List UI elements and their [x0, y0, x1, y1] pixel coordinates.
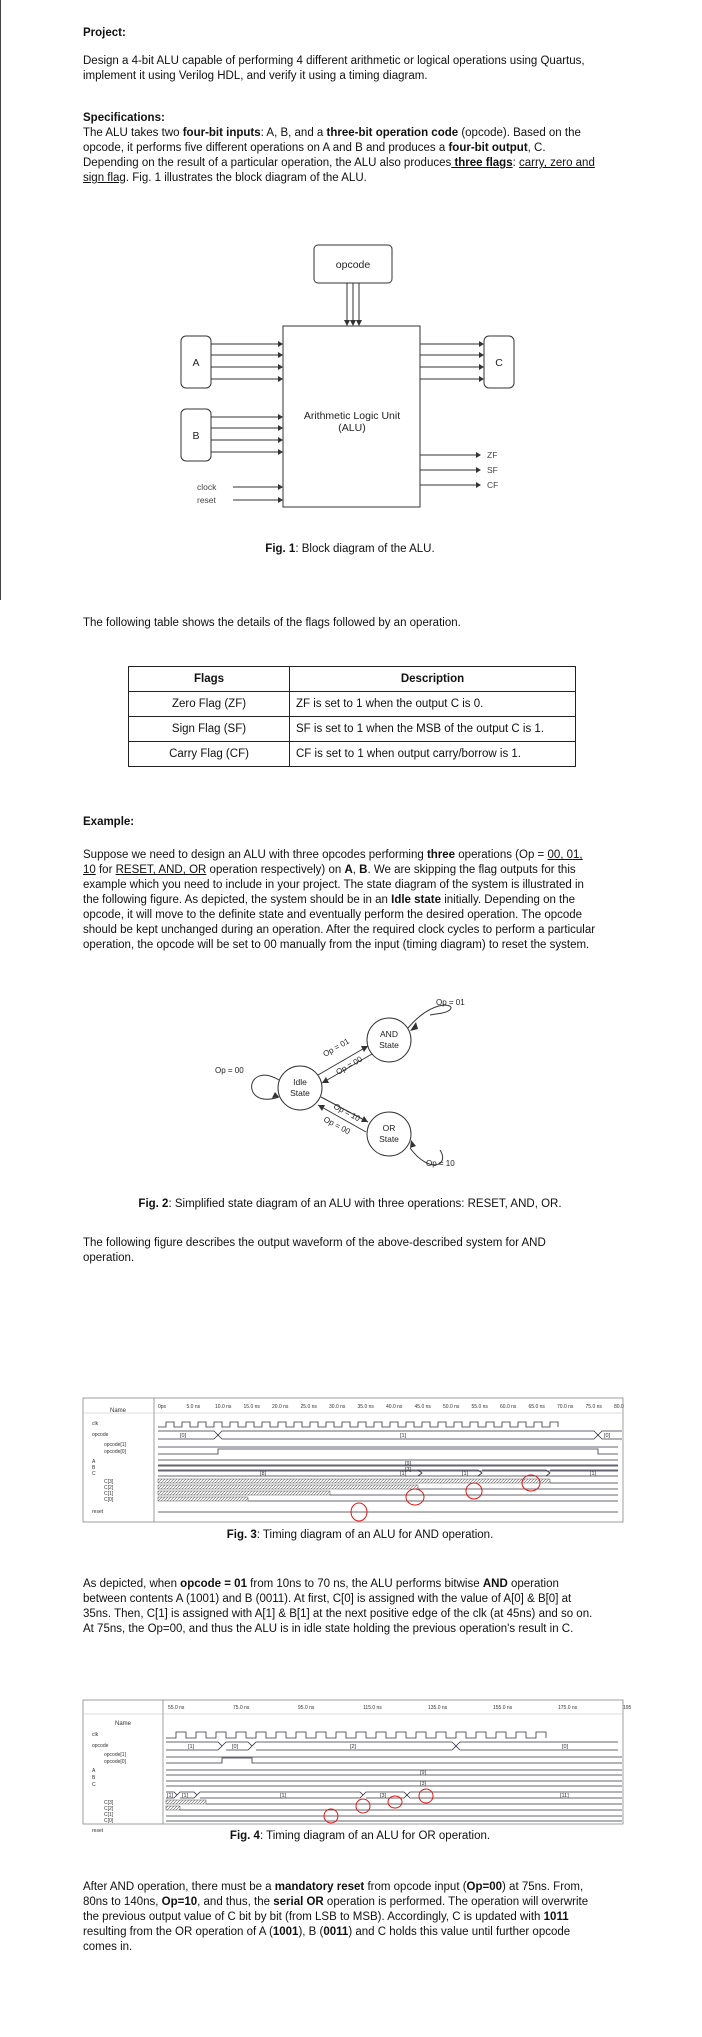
op01-self-label: Op = 01	[436, 998, 465, 1007]
example-text: Suppose we need to design an ALU with three opcodes performing three operations (Op = 00, 01, 10 for RESET, AND, OR operation respectively) on A, B. We are skipping the flag outputs for this example which you need to include in your project. The state diagram of the system is illustrated in the following figure. As depicted, the system should be in an Idle state initially. Depending on the opcode, it will move to the definite state and eventually perform the desired operation. The opcode should be kept unchanged during an operation. After the required clock cycles to perform a particular operation, the opcode will be set to 00 manually from the input (timing diagram) to reset the system.	[83, 849, 596, 951]
op00-arc1-label: Op = 00	[334, 1054, 364, 1077]
fig4-signal-name: B	[92, 1775, 96, 1781]
fig3-time-label: 35.0 ns	[357, 1404, 374, 1410]
fig3-name-header: Name	[109, 1408, 127, 1414]
fig3-signal-name: A	[92, 1459, 96, 1465]
fig3-signal-name: opcode[0]	[104, 1449, 126, 1455]
fig4-time-label: 115.0 ns	[363, 1705, 382, 1711]
specifications-heading: Specifications:	[83, 112, 165, 124]
op10-self-label: Op = 10	[426, 1159, 455, 1168]
or-state-label-2: State	[379, 1134, 399, 1144]
fig1-opcode-label: opcode	[335, 259, 371, 271]
fig4-op-value: [1]	[188, 1744, 195, 1750]
fig3-time-label: 10.0 ns	[215, 1404, 232, 1410]
fig3-signal-name: C[0]	[104, 1497, 114, 1503]
fig4-signal-name: C[0]	[104, 1818, 114, 1824]
fig3-time-label: 45.0 ns	[414, 1404, 431, 1410]
fig3-time-label: 40.0 ns	[386, 1404, 403, 1410]
fig4-signal-name: opcode	[92, 1743, 109, 1749]
fig4-signal-name: C[3]	[104, 1800, 114, 1806]
fig3-time-label: 25.0 ns	[300, 1404, 317, 1410]
fig3-signal-name: C[2]	[104, 1485, 114, 1491]
fig3-op-value: [1]	[400, 1433, 407, 1439]
project-intro: Design a 4-bit ALU capable of performing 4 different arithmetic or logical operations using Quartus, implement it using Verilog HDL, and verify it using a timing diagram.	[83, 55, 585, 82]
fig4-c-value: [3]	[380, 1793, 387, 1799]
fig3-time-label: 55.0 ns	[471, 1404, 488, 1410]
fig3-signal-name: clk	[92, 1421, 99, 1427]
fig4-signal-name: clk	[92, 1732, 99, 1738]
fig3-b-value: [3]	[405, 1467, 412, 1473]
example-heading: Example:	[83, 816, 135, 828]
fig4-op-value: [0]	[232, 1744, 239, 1750]
fig3-intro: The following figure describes the output waveform of the above-described system for AND operation.	[83, 1237, 546, 1264]
fig4-c-value: [1]	[167, 1793, 174, 1799]
op01-arc-label: Op = 01	[321, 1036, 351, 1059]
fig4-signal-name: C[2]	[104, 1806, 114, 1812]
fig3-time-label: 80.0	[614, 1404, 624, 1410]
fig3-a-value: [9]	[405, 1461, 412, 1467]
fig3-op-value: [0]	[180, 1433, 187, 1439]
fig2-caption: Fig. 2: Simplified state diagram of an ALU with three operations: RESET, AND, OR.	[138, 1198, 562, 1210]
fig3-c-value: [1]	[462, 1471, 469, 1477]
fig4-signal-name: C	[92, 1782, 96, 1788]
fig4-op-value: [2]	[350, 1744, 357, 1750]
fig1-clock-label: clock	[197, 482, 217, 492]
fig3-signal-name: C[3]	[104, 1479, 114, 1485]
fig3-time-label: 65.0 ns	[528, 1404, 545, 1410]
table-row: Carry Flag (CF) CF is set to 1 when output carry/borrow is 1.	[129, 742, 576, 767]
fig4-c-value: [1]	[182, 1793, 189, 1799]
fig1-a-label: A	[192, 357, 200, 369]
op10-arc-label: Op = 10	[332, 1101, 362, 1124]
fig3-time-label: 60.0 ns	[500, 1404, 517, 1410]
fig3-signal-name: B	[92, 1465, 96, 1471]
specifications-text: The ALU takes two four-bit inputs: A, B, and a three-bit operation code (opcode). Based on the opcode, it performs five different operations on A and B and produces a four-bit output, C. Depending on the result of a particular operation, the ALU also produces three flags: carry, zero and sign flag. Fig. 1 illustrates the block diagram of the ALU.	[83, 127, 595, 184]
table-intro: The following table shows the details of the flags followed by an operation.	[83, 617, 461, 629]
fig4-time-label: 195	[623, 1705, 632, 1711]
fig1-b-label: B	[192, 430, 200, 442]
fig3-signal-name: reset	[92, 1509, 104, 1515]
fig3-time-label: 30.0 ns	[329, 1404, 346, 1410]
op00-self-label: Op = 00	[215, 1066, 244, 1075]
fig4-signal-name: opcode[1]	[104, 1752, 126, 1758]
fig3-signal-name: C	[92, 1471, 96, 1477]
fig3-signal-name: opcode	[92, 1432, 109, 1438]
and-explanation: As depicted, when opcode = 01 from 10ns to 70 ns, the ALU performs bitwise AND operation between contents A (1001) and B (0011). At first, C[0] is assigned with the value of A[0] & B[0] at 35ns. Then, C[1] is assigned with A[1] & B[1] at the next positive edge of the clk (at 45ns) and so on. At 75ns, the Op=00, and thus the ALU is in idle state holding the previous operation's result in C.	[83, 1578, 593, 1635]
fig3-caption: Fig. 3: Timing diagram of an ALU for AND operation.	[226, 1529, 494, 1541]
idle-state-label-2: State	[290, 1088, 310, 1098]
fig1-caption: Fig. 1: Block diagram of the ALU.	[265, 543, 435, 555]
fig3-c-value: [1]	[400, 1471, 407, 1477]
or-explanation: After AND operation, there must be a mandatory reset from opcode input (Op=00) at 75ns. From, 80ns to 140ns, Op=10, and thus, the serial OR operation is performed. The operation will overwrite the previous output value of C bit by bit (from LSB to MSB). Accordingly, C is updated with 1011 resulting from the OR operation of A (1001), B (0011) and C holds this value until further opcode comes in.	[83, 1881, 589, 1953]
fig4-name-header: Name	[114, 1721, 132, 1727]
fig1-cf-label: CF	[487, 480, 499, 490]
fig4-c-value: [1]	[280, 1793, 287, 1799]
fig4-time-label: 135.0 ns	[428, 1705, 448, 1711]
fig4-caption: Fig. 4: Timing diagram of an ALU for OR operation.	[229, 1830, 491, 1842]
fig3-signal-name: C[1]	[104, 1491, 114, 1497]
fig4-b-value: [3]	[420, 1781, 427, 1787]
fig4-op-value: [0]	[562, 1744, 569, 1750]
and-state-label-1: AND	[380, 1029, 398, 1039]
fig4-signal-name: reset	[92, 1828, 104, 1834]
table-row: Zero Flag (ZF) ZF is set to 1 when the output C is 0.	[129, 692, 576, 717]
fig1-sf-label: SF	[487, 465, 498, 475]
fig1-c-label: C	[495, 357, 503, 369]
fig1-alu-line2: (ALU)	[338, 422, 366, 434]
fig4-time-label: 175.0 ns	[558, 1705, 578, 1711]
fig4-a-value: [9]	[420, 1770, 427, 1776]
fig3-op-value: [0]	[604, 1433, 611, 1439]
fig1-reset-label: reset	[197, 495, 216, 505]
fig3-time-label: 20.0 ns	[272, 1404, 289, 1410]
fig4-time-label: 95.0 ns	[298, 1705, 315, 1711]
fig1-alu-line1: Arithmetic Logic Unit	[303, 410, 401, 422]
table-row: Sign Flag (SF) SF is set to 1 when the MSB of the output C is 1.	[129, 717, 576, 742]
project-heading: Project:	[83, 27, 126, 39]
idle-state-label-1: Idle	[293, 1077, 307, 1087]
flags-header-description: Description	[290, 667, 576, 692]
fig4-time-label: 155.0 ns	[493, 1705, 513, 1711]
fig4-signal-name: A	[92, 1768, 96, 1774]
fig3-signal-name: opcode[1]	[104, 1442, 126, 1448]
fig3-time-label: 0ps	[158, 1404, 167, 1410]
fig3-c-value: [1]	[590, 1471, 597, 1477]
or-state-label-1: OR	[382, 1123, 396, 1133]
fig1-zf-label: ZF	[487, 450, 498, 460]
fig3-time-label: 70.0 ns	[557, 1404, 574, 1410]
fig4-signal-name: opcode[0]	[104, 1759, 126, 1765]
fig3-time-label: 5.0 ns	[186, 1404, 201, 1410]
op00-arc2-label: Op = 00	[322, 1114, 352, 1137]
and-state-label-2: State	[379, 1040, 399, 1050]
fig4-c-value: [11]	[560, 1793, 569, 1799]
fig3-time-label: 15.0 ns	[243, 1404, 260, 1410]
fig3-time-label: 75.0 ns	[585, 1404, 602, 1410]
flags-header-flags: Flags	[129, 667, 290, 692]
fig4-signal-name: C[1]	[104, 1812, 114, 1818]
fig4-time-label: 75.0 ns	[233, 1705, 250, 1711]
fig3-c-value: [8]	[260, 1471, 267, 1477]
fig4-time-label: 55.0 ns	[168, 1705, 185, 1711]
fig3-time-label: 50.0 ns	[443, 1404, 460, 1410]
